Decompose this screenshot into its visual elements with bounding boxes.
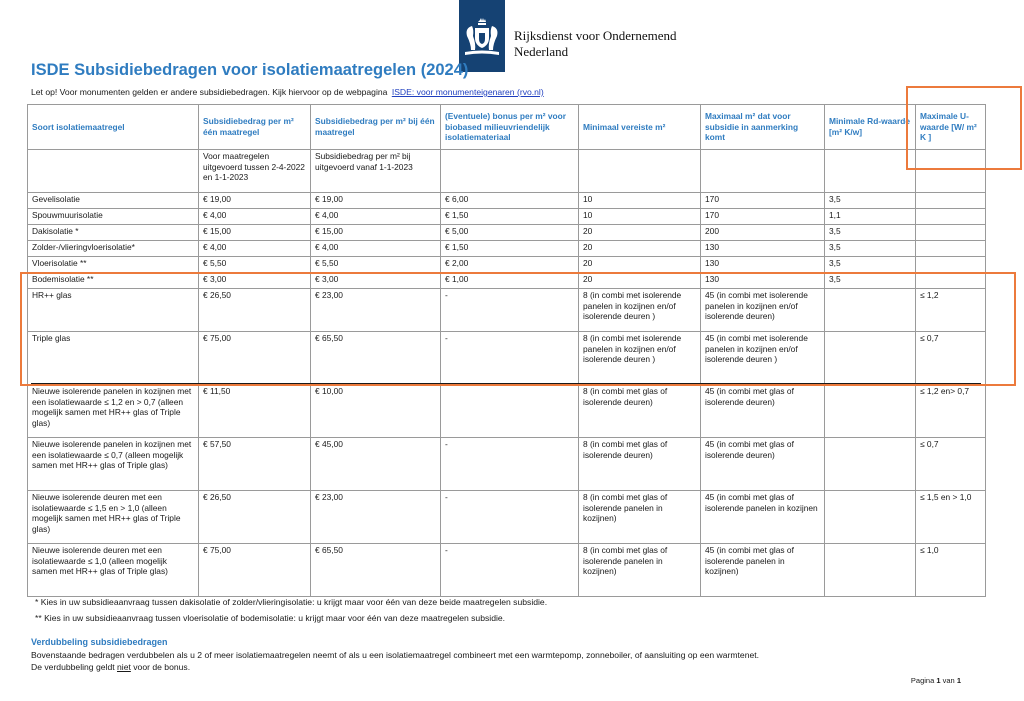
cell-bedrag-1: € 3,00 [199, 273, 311, 289]
cell-min: 8 (in combi met glas of isolerende panelen in kozijnen) [579, 544, 701, 597]
header-rd: Minimale Rd-waarde [m² K/w] [825, 105, 916, 150]
cell-rd: 3,5 [825, 193, 916, 209]
cell-max: 130 [701, 241, 825, 257]
cell-bedrag-1: € 26,50 [199, 289, 311, 332]
cell-max: 45 (in combi met isolerende panelen in kozijnen en/of isolerende deuren) [701, 289, 825, 332]
cell-rd: 3,5 [825, 273, 916, 289]
cell-bedrag-1: € 75,00 [199, 332, 311, 385]
header-soort: Soort isolatiemaatregel [28, 105, 199, 150]
cell-min: 10 [579, 193, 701, 209]
cell-bedrag-1: € 4,00 [199, 209, 311, 225]
cell-max: 45 (in combi met glas of isolerende panelen in kozijnen) [701, 544, 825, 597]
cell-bonus: € 1,50 [441, 209, 579, 225]
cell-bonus: € 5,00 [441, 225, 579, 241]
page-of: van [942, 676, 955, 685]
strikethrough-line-bodemisolatie [31, 272, 981, 273]
cell-rd [825, 491, 916, 544]
cell-bedrag-2: € 5,50 [311, 257, 441, 273]
strikethrough-line-panelen [31, 383, 981, 384]
cell-bedrag-2: € 23,00 [311, 491, 441, 544]
cell-bedrag-2: € 23,00 [311, 289, 441, 332]
cell-soort: Nieuwe isolerende deuren met een isolatiewaarde ≤ 1,5 en > 1,0 (alleen mogelijk samen met HR++ glas of Triple glas) [28, 491, 199, 544]
cell-rd [825, 332, 916, 385]
table-row [28, 289, 986, 332]
cell-bonus: € 1,00 [441, 273, 579, 289]
cell-bedrag-2: € 15,00 [311, 225, 441, 241]
cell-u: ≤ 1,5 en > 1,0 [916, 491, 986, 544]
cell-bedrag-2: € 4,00 [311, 209, 441, 225]
cell-soort: Bodemisolatie ** [28, 273, 199, 289]
cell-u: ≤ 1,0 [916, 544, 986, 597]
cell-bonus: - [441, 332, 579, 385]
cell-bonus: - [441, 289, 579, 332]
table-row [28, 257, 986, 273]
table-row [28, 385, 986, 438]
organisation-name [514, 28, 676, 60]
cell-rd: 3,5 [825, 257, 916, 273]
cell-max: 45 (in combi met isolerende panelen in kozijnen en/of isolerende deuren ) [701, 332, 825, 385]
header-max-m2: Maximaal m² dat voor subsidie in aanmerking komt [701, 105, 825, 150]
cell-u [916, 273, 986, 289]
cell-bedrag-1: € 11,50 [199, 385, 311, 438]
cell-min: 8 (in combi met glas of isolerende deuren) [579, 438, 701, 491]
cell-bedrag-1: € 75,00 [199, 544, 311, 597]
cell-bedrag-1: € 57,50 [199, 438, 311, 491]
cell-soort: Zolder-/vlieringvloerisolatie* [28, 241, 199, 257]
cell-rd: 1,1 [825, 209, 916, 225]
cell-bonus: - [441, 438, 579, 491]
table-row [28, 544, 986, 597]
cell-rd: 3,5 [825, 241, 916, 257]
footnote-1: * Kies in uw subsidieaanvraag tussen dakisolatie of zolder/vlieringisolatie: u krijgt maar voor één van deze beide maatregelen subsidie. [35, 597, 548, 607]
header-bedrag-2: Subsidiebedrag per m² bij één maatregel [311, 105, 441, 150]
bonus-text-emphasis: niet [117, 662, 131, 672]
cell-max: 170 [701, 193, 825, 209]
cell-min: 8 (in combi met isolerende panelen in kozijnen en/of isolerende deuren ) [579, 332, 701, 385]
cell-bonus: - [441, 491, 579, 544]
cell-u [916, 225, 986, 241]
cell-min: 20 [579, 273, 701, 289]
cell-u [916, 209, 986, 225]
cell-bedrag-2: € 10,00 [311, 385, 441, 438]
cell-bedrag-2: € 45,00 [311, 438, 441, 491]
table-row [28, 491, 986, 544]
footnote-2: ** Kies in uw subsidieaanvraag tussen vloerisolatie of bodemisolatie: u krijgt maar voor één van deze maatregelen subsidie. [35, 613, 506, 623]
cell-bedrag-2: € 3,00 [311, 273, 441, 289]
table-row [28, 241, 986, 257]
notice-text: Let op! Voor monumenten gelden er andere subsidiebedragen. Kijk hiervoor op de webpagina [31, 87, 388, 97]
cell-max: 200 [701, 225, 825, 241]
header-min-m2: Minimaal vereiste m² [579, 105, 701, 150]
cell-soort: Spouwmuurisolatie [28, 209, 199, 225]
cell-rd [825, 385, 916, 438]
cell-min: 10 [579, 209, 701, 225]
subheader-period-2: Subsidiebedrag per m² bij uitgevoerd vanaf 1-1-2023 [311, 150, 441, 193]
table-row [28, 193, 986, 209]
monument-notice [31, 87, 546, 97]
cell-max: 45 (in combi met glas of isolerende deuren) [701, 385, 825, 438]
cell-rd [825, 289, 916, 332]
cell-u [916, 241, 986, 257]
cell-rd [825, 544, 916, 597]
cell-min: 20 [579, 225, 701, 241]
org-name-line1: Rijksdienst voor Ondernemend [514, 28, 677, 43]
cell-soort: Dakisolatie * [28, 225, 199, 241]
cell-min: 20 [579, 241, 701, 257]
cell-min: 8 (in combi met glas of isolerende deuren) [579, 385, 701, 438]
cell-bonus: - [441, 544, 579, 597]
cell-bedrag-2: € 65,50 [311, 544, 441, 597]
cell-min: 8 (in combi met glas of isolerende panelen in kozijnen) [579, 491, 701, 544]
subheader-period-1: Voor maatregelen uitgevoerd tussen 2-4-2022 en 1-1-2023 [199, 150, 311, 193]
cell-bedrag-1: € 4,00 [199, 241, 311, 257]
cell-u [916, 193, 986, 209]
cell-max: 45 (in combi met glas of isolerende panelen in kozijnen [701, 491, 825, 544]
table-row [28, 209, 986, 225]
cell-u: ≤ 1,2 en> 0,7 [916, 385, 986, 438]
cell-max: 170 [701, 209, 825, 225]
table-header-row [28, 105, 986, 150]
cell-u: ≤ 0,7 [916, 438, 986, 491]
section-paragraph: Bovenstaande bedragen verdubbelen als u 2 of meer isolatiemaatregelen neemt of als u een isolatiemaatregel combineert met een warmtepomp, zonneboiler, of aansluiting op een warmtenet. [31, 650, 760, 660]
cell-bedrag-1: € 5,50 [199, 257, 311, 273]
cell-min: 8 (in combi met isolerende panelen in kozijnen en/of isolerende deuren ) [579, 289, 701, 332]
cell-bedrag-1: € 19,00 [199, 193, 311, 209]
cell-max: 130 [701, 273, 825, 289]
cell-soort: Triple glas [28, 332, 199, 385]
cell-soort: HR++ glas [28, 289, 199, 332]
header-u: Maximale U-waarde [W/ m² K ] [916, 105, 986, 150]
cell-soort: Gevelisolatie [28, 193, 199, 209]
cell-bonus: € 6,00 [441, 193, 579, 209]
table-row [28, 332, 986, 385]
cell-max: 45 (in combi met glas of isolerende deuren) [701, 438, 825, 491]
cell-bedrag-2: € 19,00 [311, 193, 441, 209]
cell-bedrag-2: € 65,50 [311, 332, 441, 385]
org-name-line2: Nederland [514, 44, 569, 59]
header-bonus: (Eventuele) bonus per m² voor biobased milieuvriendelijk isolatiemateriaal [441, 105, 579, 150]
cell-bedrag-1: € 26,50 [199, 491, 311, 544]
cell-soort: Nieuwe isolerende panelen in kozijnen met een isolatiewaarde ≤ 1,2 en > 0,7 (alleen mogelijk samen met HR++ glas of Triple glas) [28, 385, 199, 438]
cell-max: 130 [701, 257, 825, 273]
cell-soort: Nieuwe isolerende deuren met een isolatiewaarde ≤ 1,0 (alleen mogelijk samen met HR++ glas of Triple glas) [28, 544, 199, 597]
table-row [28, 273, 986, 289]
cell-rd [825, 438, 916, 491]
table-subheader-row [28, 150, 986, 193]
cell-bonus [441, 385, 579, 438]
header-bedrag-1: Subsidiebedrag per m² één maatregel [199, 105, 311, 150]
cell-u: ≤ 0,7 [916, 332, 986, 385]
cell-bonus: € 1,50 [441, 241, 579, 257]
page-current: 1 [936, 676, 941, 685]
cell-u [916, 257, 986, 273]
table-row [28, 225, 986, 241]
cell-u: ≤ 1,2 [916, 289, 986, 332]
table-row [28, 438, 986, 491]
section-paragraph-bonus [31, 662, 190, 672]
cell-soort: Vloerisolatie ** [28, 257, 199, 273]
cell-bedrag-2: € 4,00 [311, 241, 441, 257]
page-total: 1 [956, 676, 961, 685]
section-title: Verdubbeling subsidiebedragen [31, 637, 168, 647]
bonus-text-before: De verdubbeling geldt [31, 662, 117, 672]
page-title: ISDE Subsidiebedragen voor isolatiemaatregelen (2024) [31, 61, 469, 79]
page-number [911, 676, 961, 685]
page-prefix: Pagina [910, 676, 935, 685]
cell-bonus: € 2,00 [441, 257, 579, 273]
cell-rd: 3,5 [825, 225, 916, 241]
cell-min: 20 [579, 257, 701, 273]
cell-soort: Nieuwe isolerende panelen in kozijnen met een isolatiewaarde ≤ 0,7 (alleen mogelijk samen met HR++ glas of Triple glas) [28, 438, 199, 491]
cell-bedrag-1: € 15,00 [199, 225, 311, 241]
subsidy-table [27, 104, 986, 597]
monument-link[interactable]: ISDE: voor monumenteigenaren (rvo.nl) [391, 87, 544, 97]
bonus-text-after: voor de bonus. [130, 662, 191, 672]
